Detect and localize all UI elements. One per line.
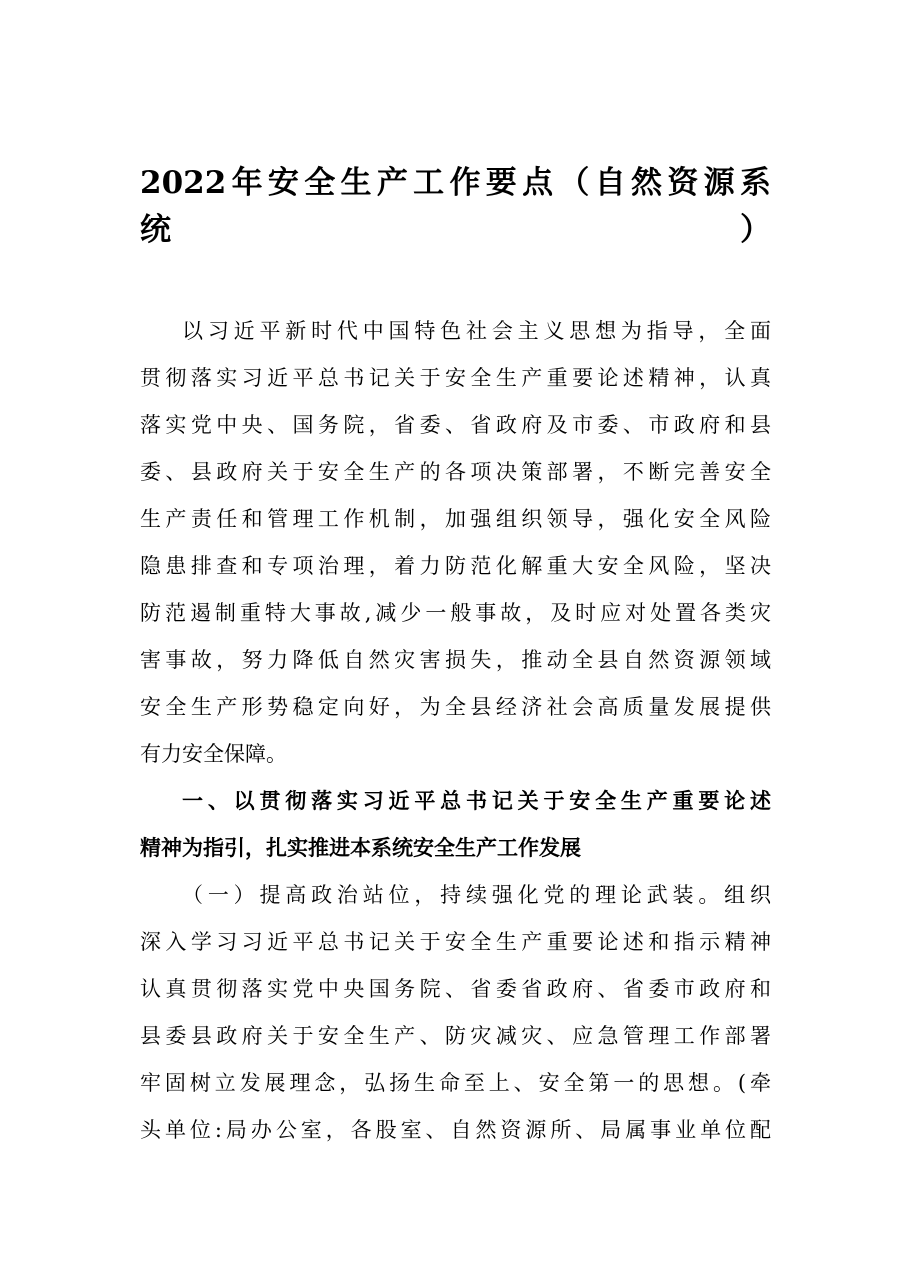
paragraph-line: 生产责任和管理工作机制，加强组织领导，强化安全风险: [140, 507, 771, 531]
paragraph-line: 隐患排查和专项治理，着力防范化解重大安全风险，坚决: [140, 554, 771, 578]
paragraph-line: 以习近平新时代中国特色社会主义思想为指导，全面: [182, 319, 771, 343]
title-line-2: 统）: [140, 212, 771, 248]
paragraph-line: 头单位:局办公室，各股室、自然资源所、局属事业单位配: [140, 1118, 771, 1142]
title-line-1: 2022年安全生产工作要点（自然资源系: [140, 165, 771, 201]
paragraph-line: 防范遏制重特大事故,减少一般事故，及时应对处置各类灾: [140, 601, 771, 625]
paragraph-line: 安全生产形势稳定向好，为全县经济社会高质量发展提供: [140, 695, 771, 719]
paragraph-line: 落实党中央、国务院，省委、省政府及市委、市政府和县: [140, 413, 771, 437]
intro-paragraph: [140, 308, 771, 778]
paragraph-line: 有力安全保障。: [140, 742, 287, 766]
paragraph-line: 贯彻落实习近平总书记关于安全生产重要论述精神，认真: [140, 366, 771, 390]
paragraph-line: 委、县政府关于安全生产的各项决策部署，不断完善安全: [140, 460, 771, 484]
document-title: [140, 160, 771, 254]
paragraph-line: 县委县政府关于安全生产、防灾减灾、应急管理工作部署: [140, 1024, 771, 1048]
paragraph-line: 认真贯彻落实党中央国务院、省委省政府、省委市政府和: [140, 977, 771, 1001]
paragraph-line: 深入学习习近平总书记关于安全生产重要论述和指示精神: [140, 930, 771, 954]
paragraph-line: 害事故，努力降低自然灾害损失，推动全县自然资源领域: [140, 648, 771, 672]
paragraph-line: （一）提高政治站位，持续强化党的理论武装。组织: [182, 883, 771, 907]
heading-line: 一、以贯彻落实习近平总书记关于安全生产重要论述: [182, 789, 771, 813]
document-body: [140, 308, 771, 1154]
section-heading-1: [140, 778, 771, 872]
paragraph-line: 牢固树立发展理念，弘扬生命至上、安全第一的思想。(牵: [140, 1071, 771, 1095]
subsection-paragraph-1: [140, 872, 771, 1154]
heading-line: 精神为指引，扎实推进本系统安全生产工作发展: [140, 836, 581, 860]
